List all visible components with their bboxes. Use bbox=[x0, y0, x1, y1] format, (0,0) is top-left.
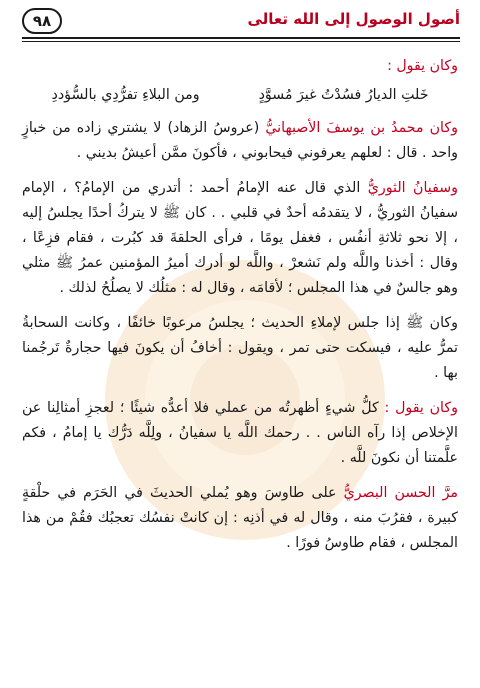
paragraph-text: وكان ﷺ إذا جلس لإملاءِ الحديث ؛ يجلسُ مرعوبًا خائفًا ، وكانت السحابةُ تمرُّ عليه ، فيسكت حتى تمر ، ويقول : أخافُ أن يكونَ فيها حجارةٌ تَرجُمنا بها . bbox=[22, 315, 458, 381]
verse-hemistich-2: ومن البلاءِ تفرُّدِي بالسُّؤددِ bbox=[51, 87, 200, 103]
paragraph-text: على طاوسَ وهو يُملي الحديثَ في الحَرَم في حلْقةٍ كبيرة ، فقرُبَ منه ، وقال له في أذنِه : إن كانتْ نفسُك تعجبُك فقُمْ من هذا المجلس ، فقام طاوسُ فورًا . bbox=[22, 485, 458, 551]
poem-verse bbox=[22, 83, 458, 108]
paragraph-lead: وسفيانُ الثوريُّ bbox=[367, 180, 458, 196]
book-title: أصول الوصول إلى الله تعالى bbox=[247, 10, 460, 28]
page-number: ٩٨ bbox=[22, 8, 62, 34]
paragraph-3 bbox=[22, 176, 458, 301]
paragraph-2 bbox=[22, 116, 458, 166]
paragraph-lead: وكان يقول : bbox=[384, 400, 458, 416]
paragraph-lead: وكان يقول : bbox=[387, 58, 458, 74]
paragraph-1 bbox=[22, 54, 458, 79]
page-body bbox=[22, 54, 458, 566]
paragraph-lead: وكان محمدُ بن يوسفَ الأصبهانيُّ bbox=[265, 120, 458, 136]
header-rule bbox=[22, 37, 460, 39]
page-header bbox=[22, 6, 460, 36]
paragraph-6 bbox=[22, 481, 458, 556]
paragraph-4 bbox=[22, 311, 458, 386]
paragraph-lead: مرَّ الحسن البصريُّ bbox=[343, 485, 458, 501]
paragraph-text: الذي قال عنه الإمامُ أحمد : أتدري من الإمامُ؟ ، الإمام سفيانُ الثوريُّ ، لا يتقدمُه أحدٌ في قلبي . . كان ﷺ لا يتركُ أحدًا يجلسُ إليه ، إلا نحو ثلاثةِ أنفُس ، فغفل يومًا ، فرأى الحلقةَ قد كبُرت ، فقام فزِعًا ، وقال : أخذنا واللَّه ولم نَشعرْ ، واللَّه لو أدرك أميرُ المؤمنين عمرُ ﷺ مثلي وهو جالسٌ في هذا المجلس ؛ لأقامَه ، وقال له : مثلُك لا يصلُحُ لذلك . bbox=[22, 180, 458, 296]
paragraph-5 bbox=[22, 396, 458, 471]
verse-hemistich-1: خَلتِ الديارُ فسُدْتُ غيرَ مُسوَّدٍ bbox=[258, 87, 429, 103]
header-rule-thin bbox=[22, 41, 460, 42]
paragraph-text: (عروسُ الزهاد) لا يشتري زاده من خبازٍ واحد . قال : لعلهم يعرفوني فيحابوني ، فأكونَ ممَّن أعيشُ بديني . bbox=[22, 120, 458, 161]
paragraph-text: كلُّ شيءٍ أظهرتُه من عملي فلا أعدُّه شيئًا ؛ لعجزِ أمثالِنا عن الإخلاص إذا رآه الناس . . رحمك اللَّه يا سفيانُ ، ولِلَّه دَرُّك يا إمامُ ، فكم علَّمتنا أن نكونَ للَّه . bbox=[22, 400, 458, 466]
